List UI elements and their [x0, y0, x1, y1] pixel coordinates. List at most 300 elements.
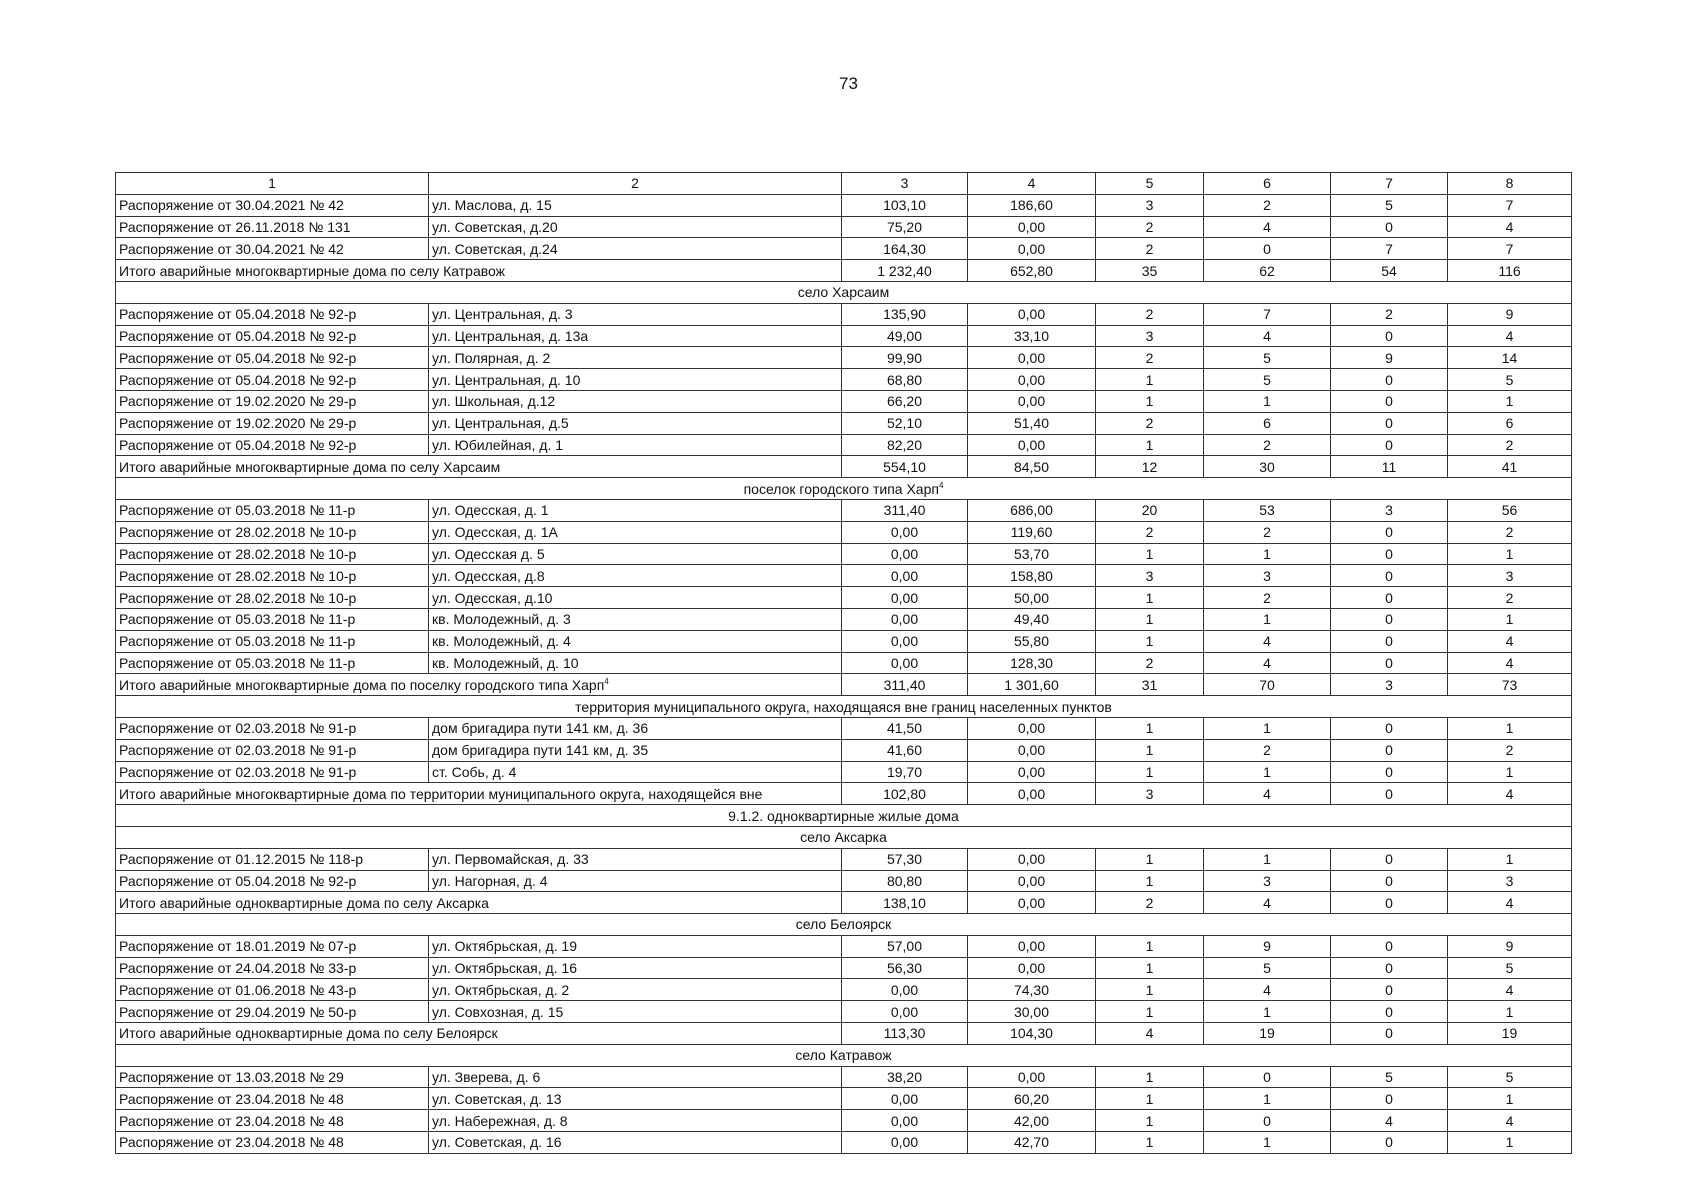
table-row	[116, 761, 1572, 783]
value-cell: 41,50	[842, 717, 968, 739]
address-cell: дом бригадира пути 141 км, д. 35	[429, 739, 842, 761]
address-cell: ул. Центральная, д. 10	[429, 369, 842, 391]
value-cell: 104,30	[968, 1023, 1096, 1045]
value-cell: 0	[1204, 238, 1331, 260]
value-cell: 1	[1448, 1088, 1572, 1110]
section-title-text: территория муниципального округа, находящаяся вне границ населенных пунктов	[575, 698, 1112, 715]
value-cell: 30,00	[968, 1001, 1096, 1023]
address-cell: ул. Первомайская, д. 33	[429, 848, 842, 870]
value-cell: 652,80	[968, 260, 1096, 282]
value-cell: 164,30	[842, 238, 968, 260]
value-cell: 119,60	[968, 521, 1096, 543]
value-cell: 9	[1448, 303, 1572, 325]
value-cell: 99,90	[842, 347, 968, 369]
total-row	[116, 260, 1572, 282]
footnote-mark: 4	[604, 676, 609, 686]
table-row	[116, 979, 1572, 1001]
value-cell: 311,40	[842, 499, 968, 521]
total-label	[116, 892, 842, 914]
table-row	[116, 347, 1572, 369]
value-cell: 0	[1331, 434, 1448, 456]
document-cell: Распоряжение от 23.04.2018 № 48	[116, 1132, 429, 1154]
value-cell: 0,00	[968, 870, 1096, 892]
section-title-text: село Белоярск	[795, 916, 892, 933]
document-cell: Распоряжение от 01.06.2018 № 43-р	[116, 979, 429, 1001]
document-cell: Распоряжение от 30.04.2021 № 42	[116, 194, 429, 216]
value-cell: 5	[1448, 957, 1572, 979]
value-cell: 75,20	[842, 216, 968, 238]
address-cell: ул. Октябрьская, д. 19	[429, 935, 842, 957]
table-row	[116, 238, 1572, 260]
total-label	[116, 1023, 842, 1045]
value-cell: 1	[1096, 1066, 1204, 1088]
address-cell: ул. Школьная, д.12	[429, 390, 842, 412]
document-cell: Распоряжение от 02.03.2018 № 91-р	[116, 717, 429, 739]
value-cell: 2	[1448, 739, 1572, 761]
value-cell: 0,00	[842, 587, 968, 609]
value-cell: 2	[1204, 521, 1331, 543]
table-row	[116, 717, 1572, 739]
value-cell: 0	[1331, 1001, 1448, 1023]
value-cell: 5	[1331, 194, 1448, 216]
value-cell: 66,20	[842, 390, 968, 412]
table-row	[116, 434, 1572, 456]
page-number: 73	[839, 74, 858, 93]
value-cell: 4	[1448, 783, 1572, 805]
table-row	[116, 499, 1572, 521]
value-cell: 1	[1448, 761, 1572, 783]
value-cell: 19	[1204, 1023, 1331, 1045]
value-cell: 4	[1204, 783, 1331, 805]
total-label	[116, 674, 842, 696]
value-cell: 103,10	[842, 194, 968, 216]
value-cell: 1	[1448, 543, 1572, 565]
value-cell: 0	[1331, 1132, 1448, 1154]
table-row	[116, 739, 1572, 761]
value-cell: 1	[1204, 543, 1331, 565]
address-cell: ул. Совхозная, д. 15	[429, 1001, 842, 1023]
value-cell: 0,00	[968, 369, 1096, 391]
address-cell: ул. Советская, д. 16	[429, 1132, 842, 1154]
value-cell: 6	[1448, 412, 1572, 434]
value-cell: 0,00	[968, 848, 1096, 870]
value-cell: 35	[1096, 260, 1204, 282]
address-cell: ул. Полярная, д. 2	[429, 347, 842, 369]
value-cell: 4	[1448, 979, 1572, 1001]
value-cell: 1	[1448, 1001, 1572, 1023]
value-cell: 62	[1204, 260, 1331, 282]
value-cell: 57,00	[842, 935, 968, 957]
document-cell: Распоряжение от 05.04.2018 № 92-р	[116, 347, 429, 369]
value-cell: 5	[1448, 1066, 1572, 1088]
value-cell: 0,00	[968, 892, 1096, 914]
column-header: 4	[968, 173, 1096, 195]
value-cell: 1	[1096, 935, 1204, 957]
value-cell: 686,00	[968, 499, 1096, 521]
value-cell: 41,60	[842, 739, 968, 761]
value-cell: 1	[1096, 1001, 1204, 1023]
value-cell: 0,00	[968, 238, 1096, 260]
value-cell: 7	[1204, 303, 1331, 325]
value-cell: 31	[1096, 674, 1204, 696]
value-cell: 9	[1204, 935, 1331, 957]
address-cell: ул. Юбилейная, д. 1	[429, 434, 842, 456]
total-row	[116, 674, 1572, 696]
value-cell: 0	[1331, 608, 1448, 630]
value-cell: 0	[1331, 521, 1448, 543]
value-cell: 1	[1096, 390, 1204, 412]
value-cell: 128,30	[968, 652, 1096, 674]
value-cell: 0	[1331, 216, 1448, 238]
section-row	[116, 478, 1572, 500]
value-cell: 52,10	[842, 412, 968, 434]
address-cell: ул. Одесская, д.8	[429, 565, 842, 587]
document-cell: Распоряжение от 13.03.2018 № 29	[116, 1066, 429, 1088]
value-cell: 3	[1204, 565, 1331, 587]
section-title-text: село Аксарка	[800, 829, 887, 846]
section-title-text: 9.1.2. одноквартирные жилые дома	[728, 807, 959, 824]
table-row	[116, 1001, 1572, 1023]
value-cell: 7	[1331, 238, 1448, 260]
value-cell: 0	[1331, 739, 1448, 761]
value-cell: 0,00	[842, 979, 968, 1001]
value-cell: 3	[1096, 783, 1204, 805]
value-cell: 82,20	[842, 434, 968, 456]
address-cell: ул. Одесская, д.10	[429, 587, 842, 609]
value-cell: 0	[1204, 1110, 1331, 1132]
table-row	[116, 412, 1572, 434]
value-cell: 0	[1331, 325, 1448, 347]
document-cell: Распоряжение от 05.04.2018 № 92-р	[116, 434, 429, 456]
table-row	[116, 369, 1572, 391]
value-cell: 5	[1448, 369, 1572, 391]
table-row	[116, 1088, 1572, 1110]
value-cell: 1 232,40	[842, 260, 968, 282]
value-cell: 4	[1448, 1110, 1572, 1132]
value-cell: 2	[1096, 347, 1204, 369]
address-cell: ул. Маслова, д. 15	[429, 194, 842, 216]
document-cell: Распоряжение от 28.02.2018 № 10-р	[116, 565, 429, 587]
value-cell: 0,00	[842, 652, 968, 674]
value-cell: 0	[1331, 979, 1448, 1001]
address-cell: кв. Молодежный, д. 10	[429, 652, 842, 674]
value-cell: 0	[1331, 369, 1448, 391]
address-cell: ул. Зверева, д. 6	[429, 1066, 842, 1088]
value-cell: 49,00	[842, 325, 968, 347]
value-cell: 2	[1096, 303, 1204, 325]
address-cell: ул. Октябрьская, д. 16	[429, 957, 842, 979]
value-cell: 73	[1448, 674, 1572, 696]
value-cell: 5	[1331, 1066, 1448, 1088]
section-title-text: село Катравож	[795, 1047, 892, 1064]
column-header: 3	[842, 173, 968, 195]
document-cell: Распоряжение от 28.02.2018 № 10-р	[116, 521, 429, 543]
total-label-text: Итого аварийные многоквартирные дома по территории муниципального округа, находящейся вне	[119, 785, 763, 802]
value-cell: 3	[1204, 870, 1331, 892]
value-cell: 0,00	[842, 543, 968, 565]
address-cell: кв. Молодежный, д. 4	[429, 630, 842, 652]
total-row	[116, 783, 1572, 805]
value-cell: 5	[1204, 369, 1331, 391]
total-label	[116, 783, 842, 805]
value-cell: 1	[1096, 870, 1204, 892]
address-cell: дом бригадира пути 141 км, д. 36	[429, 717, 842, 739]
value-cell: 1	[1096, 1132, 1204, 1154]
value-cell: 0	[1331, 848, 1448, 870]
address-cell: ул. Центральная, д.5	[429, 412, 842, 434]
value-cell: 70	[1204, 674, 1331, 696]
value-cell: 49,40	[968, 608, 1096, 630]
value-cell: 9	[1331, 347, 1448, 369]
table-row	[116, 543, 1572, 565]
value-cell: 0	[1331, 717, 1448, 739]
value-cell: 57,30	[842, 848, 968, 870]
total-label-text: Итого аварийные многоквартирные дома по поселку городского типа Харп	[119, 676, 605, 693]
address-cell: ул. Нагорная, д. 4	[429, 870, 842, 892]
table-row	[116, 935, 1572, 957]
value-cell: 4	[1448, 325, 1572, 347]
column-header: 1	[116, 173, 429, 195]
value-cell: 60,20	[968, 1088, 1096, 1110]
value-cell: 0,00	[968, 216, 1096, 238]
value-cell: 0	[1331, 935, 1448, 957]
document-cell: Распоряжение от 05.03.2018 № 11-р	[116, 608, 429, 630]
value-cell: 4	[1448, 652, 1572, 674]
housing-table	[115, 172, 1572, 1154]
table-row	[116, 325, 1572, 347]
value-cell: 0,00	[968, 957, 1096, 979]
value-cell: 102,80	[842, 783, 968, 805]
section-title-text: поселок городского типа Харп	[743, 480, 939, 497]
column-header: 6	[1204, 173, 1331, 195]
column-header: 8	[1448, 173, 1572, 195]
value-cell: 14	[1448, 347, 1572, 369]
value-cell: 80,80	[842, 870, 968, 892]
address-cell: ул. Набережная, д. 8	[429, 1110, 842, 1132]
value-cell: 30	[1204, 456, 1331, 478]
value-cell: 4	[1096, 1023, 1204, 1045]
address-cell: ст. Собь, д. 4	[429, 761, 842, 783]
table-row	[116, 870, 1572, 892]
value-cell: 1	[1204, 717, 1331, 739]
value-cell: 20	[1096, 499, 1204, 521]
value-cell: 2	[1096, 216, 1204, 238]
value-cell: 1	[1204, 608, 1331, 630]
value-cell: 2	[1448, 521, 1572, 543]
value-cell: 1	[1448, 608, 1572, 630]
document-cell: Распоряжение от 05.04.2018 № 92-р	[116, 325, 429, 347]
table-row	[116, 1132, 1572, 1154]
total-label	[116, 456, 842, 478]
value-cell: 1	[1204, 1001, 1331, 1023]
total-label-text: Итого аварийные многоквартирные дома по селу Харсаим	[119, 458, 501, 475]
value-cell: 2	[1096, 521, 1204, 543]
value-cell: 138,10	[842, 892, 968, 914]
value-cell: 4	[1204, 216, 1331, 238]
document-cell: Распоряжение от 23.04.2018 № 48	[116, 1110, 429, 1132]
section-title	[116, 281, 1572, 303]
total-label-text: Итого аварийные одноквартирные дома по селу Белоярск	[119, 1025, 498, 1042]
value-cell: 0,00	[968, 1066, 1096, 1088]
value-cell: 0,00	[968, 434, 1096, 456]
section-title-text: село Харсаим	[797, 284, 890, 301]
value-cell: 42,70	[968, 1132, 1096, 1154]
section-row	[116, 696, 1572, 718]
value-cell: 50,00	[968, 587, 1096, 609]
value-cell: 554,10	[842, 456, 968, 478]
total-label	[116, 260, 842, 282]
address-cell: ул. Центральная, д. 3	[429, 303, 842, 325]
table-row	[116, 1110, 1572, 1132]
document-cell: Распоряжение от 19.02.2020 № 29-р	[116, 412, 429, 434]
value-cell: 0	[1331, 870, 1448, 892]
section-title	[116, 1044, 1572, 1066]
value-cell: 84,50	[968, 456, 1096, 478]
document-cell: Распоряжение от 05.04.2018 № 92-р	[116, 369, 429, 391]
value-cell: 1	[1096, 848, 1204, 870]
value-cell: 55,80	[968, 630, 1096, 652]
value-cell: 53	[1204, 499, 1331, 521]
value-cell: 1	[1096, 543, 1204, 565]
value-cell: 0	[1204, 1066, 1331, 1088]
table-row	[116, 303, 1572, 325]
value-cell: 1	[1096, 957, 1204, 979]
document-cell: Распоряжение от 02.03.2018 № 91-р	[116, 761, 429, 783]
value-cell: 2	[1448, 587, 1572, 609]
value-cell: 54	[1331, 260, 1448, 282]
value-cell: 4	[1448, 630, 1572, 652]
value-cell: 0	[1331, 1023, 1448, 1045]
value-cell: 51,40	[968, 412, 1096, 434]
value-cell: 56	[1448, 499, 1572, 521]
value-cell: 1	[1096, 739, 1204, 761]
address-cell: ул. Советская, д.20	[429, 216, 842, 238]
document-cell: Распоряжение от 29.04.2019 № 50-р	[116, 1001, 429, 1023]
value-cell: 4	[1204, 892, 1331, 914]
value-cell: 0,00	[842, 1088, 968, 1110]
document-cell: Распоряжение от 26.11.2018 № 131	[116, 216, 429, 238]
table-row	[116, 216, 1572, 238]
value-cell: 1	[1204, 848, 1331, 870]
value-cell: 7	[1448, 194, 1572, 216]
value-cell: 0,00	[968, 761, 1096, 783]
address-cell: ул. Советская, д. 13	[429, 1088, 842, 1110]
value-cell: 5	[1204, 347, 1331, 369]
value-cell: 2	[1331, 303, 1448, 325]
section-row	[116, 1044, 1572, 1066]
value-cell: 0	[1331, 587, 1448, 609]
value-cell: 9	[1448, 935, 1572, 957]
footnote-mark: 4	[938, 480, 944, 490]
document-cell: Распоряжение от 05.03.2018 № 11-р	[116, 499, 429, 521]
table-row	[116, 1066, 1572, 1088]
value-cell: 2	[1096, 238, 1204, 260]
table-row	[116, 587, 1572, 609]
value-cell: 2	[1204, 434, 1331, 456]
value-cell: 0,00	[968, 390, 1096, 412]
value-cell: 0,00	[842, 1132, 968, 1154]
value-cell: 4	[1204, 630, 1331, 652]
value-cell: 3	[1448, 565, 1572, 587]
value-cell: 1	[1448, 390, 1572, 412]
document-cell: Распоряжение от 18.01.2019 № 07-р	[116, 935, 429, 957]
value-cell: 1	[1096, 587, 1204, 609]
value-cell: 0,00	[842, 1001, 968, 1023]
value-cell: 0,00	[842, 1110, 968, 1132]
document-cell: Распоряжение от 05.04.2018 № 92-р	[116, 870, 429, 892]
value-cell: 0	[1331, 761, 1448, 783]
value-cell: 1	[1096, 1110, 1204, 1132]
value-cell: 0,00	[842, 521, 968, 543]
value-cell: 4	[1204, 979, 1331, 1001]
total-label-text: Итого аварийные многоквартирные дома по селу Катравож	[119, 262, 505, 279]
value-cell: 0	[1331, 652, 1448, 674]
total-row	[116, 456, 1572, 478]
table-row	[116, 565, 1572, 587]
value-cell: 1	[1096, 761, 1204, 783]
section-row	[116, 281, 1572, 303]
value-cell: 1	[1204, 390, 1331, 412]
column-header: 7	[1331, 173, 1448, 195]
address-cell: ул. Октябрьская, д. 2	[429, 979, 842, 1001]
document-cell: Распоряжение от 28.02.2018 № 10-р	[116, 543, 429, 565]
document-cell: Распоряжение от 30.04.2021 № 42	[116, 238, 429, 260]
value-cell: 5	[1204, 957, 1331, 979]
value-cell: 68,80	[842, 369, 968, 391]
value-cell: 1	[1096, 979, 1204, 1001]
value-cell: 0,00	[842, 565, 968, 587]
value-cell: 311,40	[842, 674, 968, 696]
value-cell: 0	[1331, 957, 1448, 979]
section-title	[116, 826, 1572, 848]
value-cell: 2	[1448, 434, 1572, 456]
document-cell: Распоряжение от 02.03.2018 № 91-р	[116, 739, 429, 761]
value-cell: 158,80	[968, 565, 1096, 587]
document-cell: Распоряжение от 19.02.2020 № 29-р	[116, 390, 429, 412]
value-cell: 0	[1331, 1088, 1448, 1110]
address-cell: ул. Одесская, д. 1А	[429, 521, 842, 543]
value-cell: 0,00	[842, 630, 968, 652]
value-cell: 1	[1448, 1132, 1572, 1154]
value-cell: 33,10	[968, 325, 1096, 347]
value-cell: 0	[1331, 390, 1448, 412]
value-cell: 12	[1096, 456, 1204, 478]
value-cell: 53,70	[968, 543, 1096, 565]
section-title	[116, 478, 1572, 500]
document-cell: Распоряжение от 05.03.2018 № 11-р	[116, 652, 429, 674]
value-cell: 116	[1448, 260, 1572, 282]
value-cell: 0	[1331, 783, 1448, 805]
section-row	[116, 826, 1572, 848]
value-cell: 0,00	[968, 783, 1096, 805]
value-cell: 56,30	[842, 957, 968, 979]
value-cell: 19,70	[842, 761, 968, 783]
total-row	[116, 892, 1572, 914]
value-cell: 1 301,60	[968, 674, 1096, 696]
value-cell: 4	[1448, 216, 1572, 238]
value-cell: 1	[1448, 717, 1572, 739]
value-cell: 1	[1096, 630, 1204, 652]
value-cell: 2	[1204, 587, 1331, 609]
value-cell: 41	[1448, 456, 1572, 478]
document-cell: Распоряжение от 01.12.2015 № 118-р	[116, 848, 429, 870]
value-cell: 3	[1448, 870, 1572, 892]
value-cell: 74,30	[968, 979, 1096, 1001]
value-cell: 3	[1331, 499, 1448, 521]
address-cell: ул. Советская, д.24	[429, 238, 842, 260]
value-cell: 0	[1331, 543, 1448, 565]
table-row	[116, 652, 1572, 674]
